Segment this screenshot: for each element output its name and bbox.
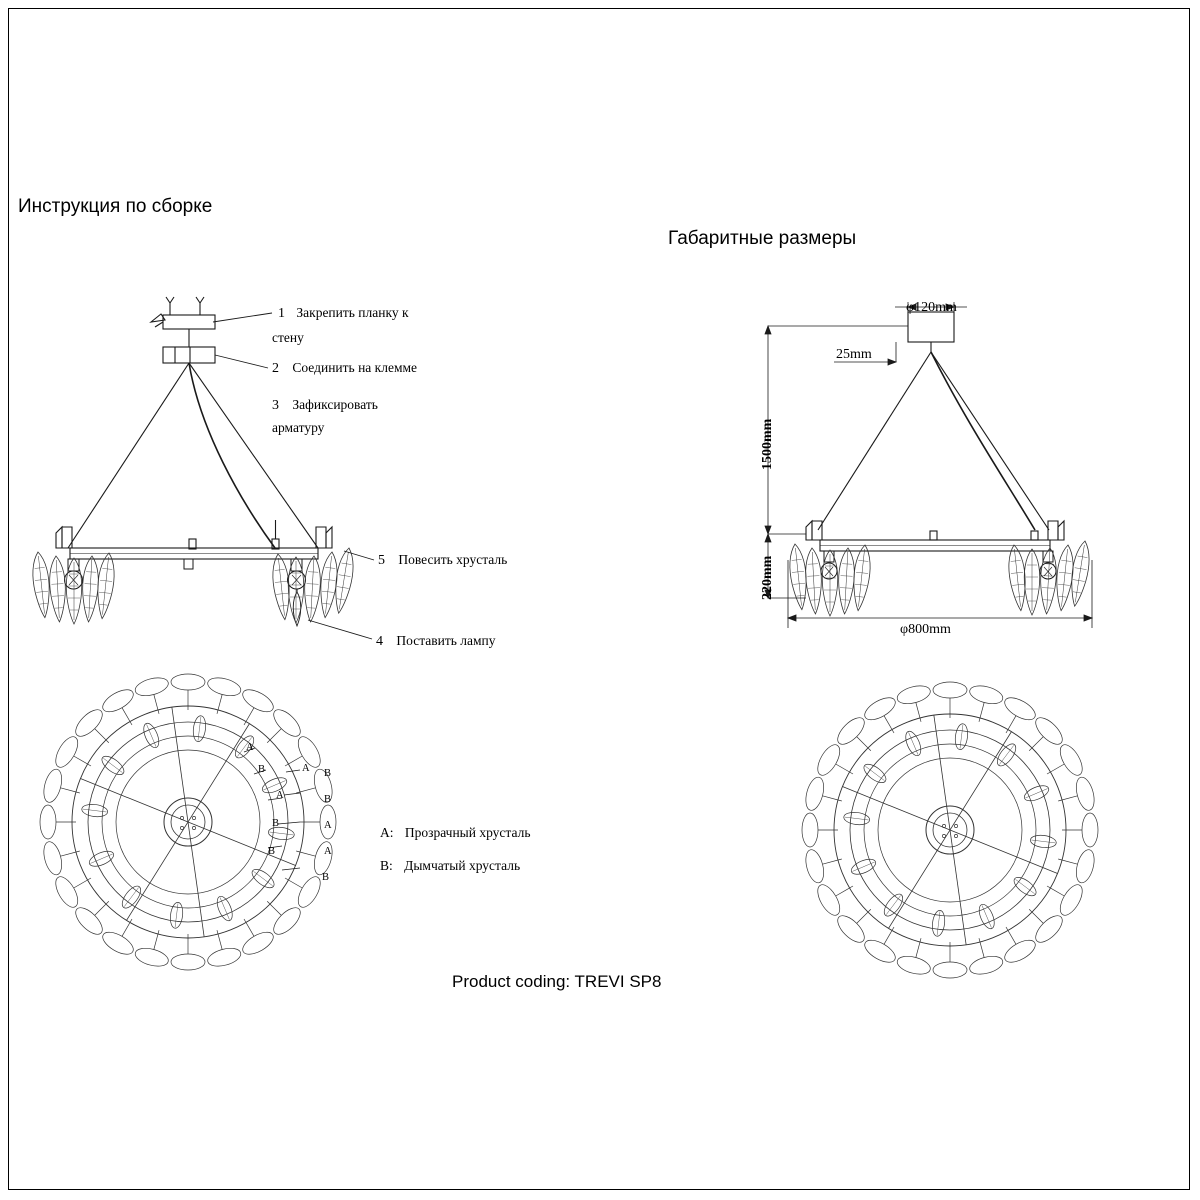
- dimension-elevation: [787, 312, 1092, 616]
- dimension-plan-view: [802, 682, 1098, 978]
- step-4-text: Поставить лампу: [396, 633, 496, 648]
- dim-fixture-height: 220mm: [760, 555, 775, 600]
- dim-canopy-height: 25mm: [836, 347, 872, 362]
- plan-mark-b-2: B: [324, 768, 332, 779]
- dimension-lines: [765, 302, 1092, 628]
- dim-canopy-diameter: φ120mm: [906, 300, 957, 315]
- plan-mark-a-3: A: [276, 790, 284, 801]
- step-5: [378, 550, 507, 572]
- step-4: [376, 631, 496, 653]
- product-coding: Product coding: TREVI SP8: [452, 972, 662, 991]
- legend-b: [380, 858, 520, 874]
- plan-mark-b-4: B: [272, 818, 280, 829]
- step-4-number: 4: [376, 634, 383, 649]
- dim-fixture-diameter: φ800mm: [900, 622, 951, 637]
- step-1: [278, 303, 409, 325]
- step-5-text: Повесить хрусталь: [398, 552, 508, 567]
- step-3-text: Зафиксировать: [292, 397, 378, 412]
- step-3: [272, 395, 378, 417]
- step-2-number: 2: [272, 361, 279, 376]
- dim-drop-height: 1500mm: [760, 418, 775, 470]
- plan-mark-a-1: A: [246, 742, 254, 753]
- assembly-elevation: [30, 297, 356, 626]
- legend-a-key: A:: [380, 825, 394, 840]
- step-1-number: 1: [278, 306, 285, 321]
- step-5-number: 5: [378, 553, 385, 568]
- plan-mark-a-5: A: [324, 846, 332, 857]
- legend-b-text: Дымчатый хрусталь: [404, 858, 521, 873]
- assembly-plan-view: [40, 674, 336, 970]
- step-3-text-line2: арматуру: [272, 420, 325, 435]
- legend-a: [380, 825, 530, 841]
- dimensions-title: Габаритные размеры: [668, 228, 857, 249]
- legend-a-text: Прозрачный хрусталь: [404, 825, 531, 840]
- plan-mark-b-5: B: [268, 846, 276, 857]
- plan-mark-a-2: A: [302, 763, 310, 774]
- step-3-number: 3: [272, 398, 279, 413]
- plan-mark-b-1: B: [258, 764, 266, 775]
- plan-mark-b-3: B: [324, 794, 332, 805]
- step-2-text: Соединить на клемме: [292, 360, 418, 375]
- step-1-text: Закрепить планку к: [296, 305, 409, 320]
- step-1-text-line2: стену: [272, 330, 304, 345]
- step-2: [272, 358, 417, 380]
- assembly-title: Инструкция по сборке: [18, 196, 213, 217]
- plan-mark-b-6: B: [322, 872, 330, 883]
- plan-mark-a-4: A: [324, 820, 332, 831]
- legend-b-key: B:: [380, 858, 393, 873]
